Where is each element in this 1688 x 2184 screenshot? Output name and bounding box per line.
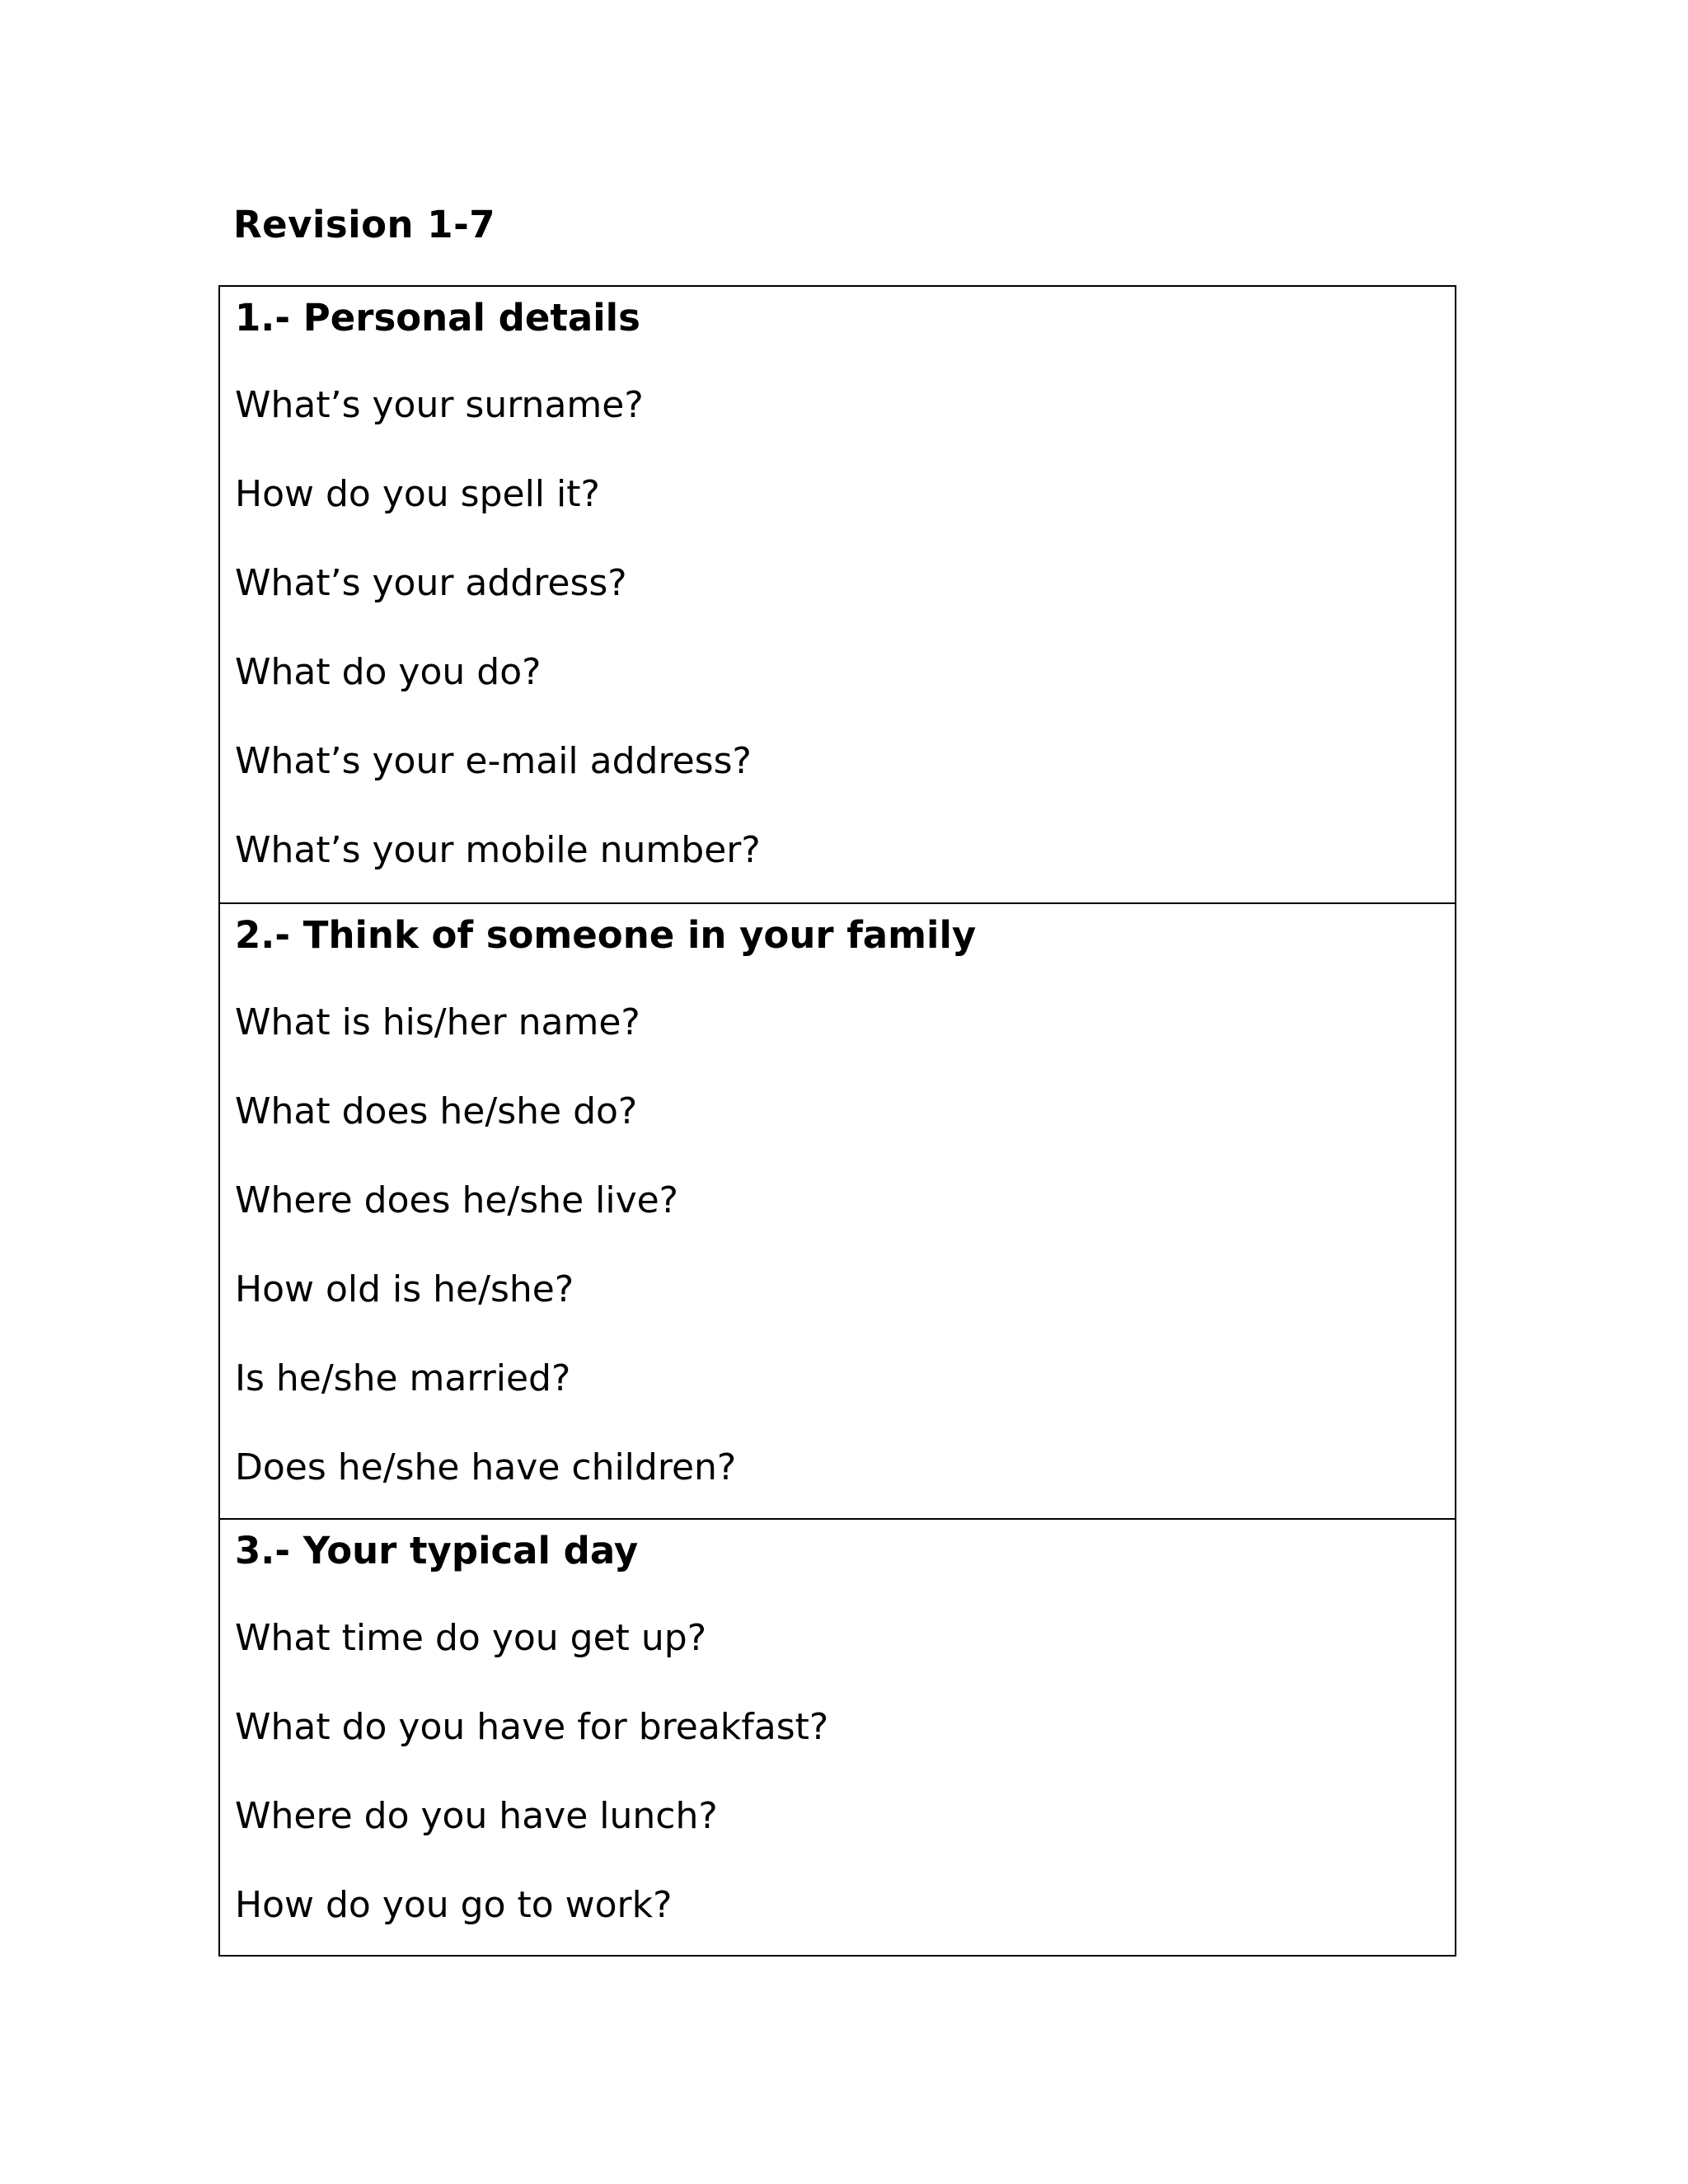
page-title: Revision 1-7	[233, 203, 496, 246]
section-family-member	[220, 902, 1455, 1518]
question-item: What does he/she do?	[235, 1090, 638, 1132]
question-item: What do you do?	[235, 651, 542, 693]
question-item: What do you have for breakfast?	[235, 1706, 829, 1748]
worksheet-table	[218, 285, 1456, 1957]
question-item: How do you spell it?	[235, 473, 600, 515]
question-item: How old is he/she?	[235, 1268, 574, 1310]
question-item: What’s your mobile number?	[235, 829, 761, 871]
question-item: What is his/her name?	[235, 1001, 640, 1043]
section-typical-day	[220, 1518, 1455, 1955]
question-item: What time do you get up?	[235, 1617, 707, 1659]
section-heading: 3.- Your typical day	[235, 1529, 639, 1572]
question-item: How do you go to work?	[235, 1884, 673, 1926]
question-list	[235, 1614, 1455, 1930]
question-item: Does he/she have children?	[235, 1446, 737, 1488]
section-heading: 2.- Think of someone in your family	[235, 913, 977, 957]
question-item: Where does he/she live?	[235, 1179, 679, 1221]
question-list	[235, 998, 1455, 1493]
section-heading: 1.- Personal details	[235, 296, 640, 340]
question-item: What’s your e-mail address?	[235, 740, 752, 782]
question-item: Is he/she married?	[235, 1357, 571, 1399]
question-item: Where do you have lunch?	[235, 1795, 718, 1837]
question-list	[235, 381, 1455, 875]
question-item: What’s your address?	[235, 562, 627, 604]
section-personal-details	[220, 287, 1455, 902]
question-item: What’s your surname?	[235, 384, 644, 426]
